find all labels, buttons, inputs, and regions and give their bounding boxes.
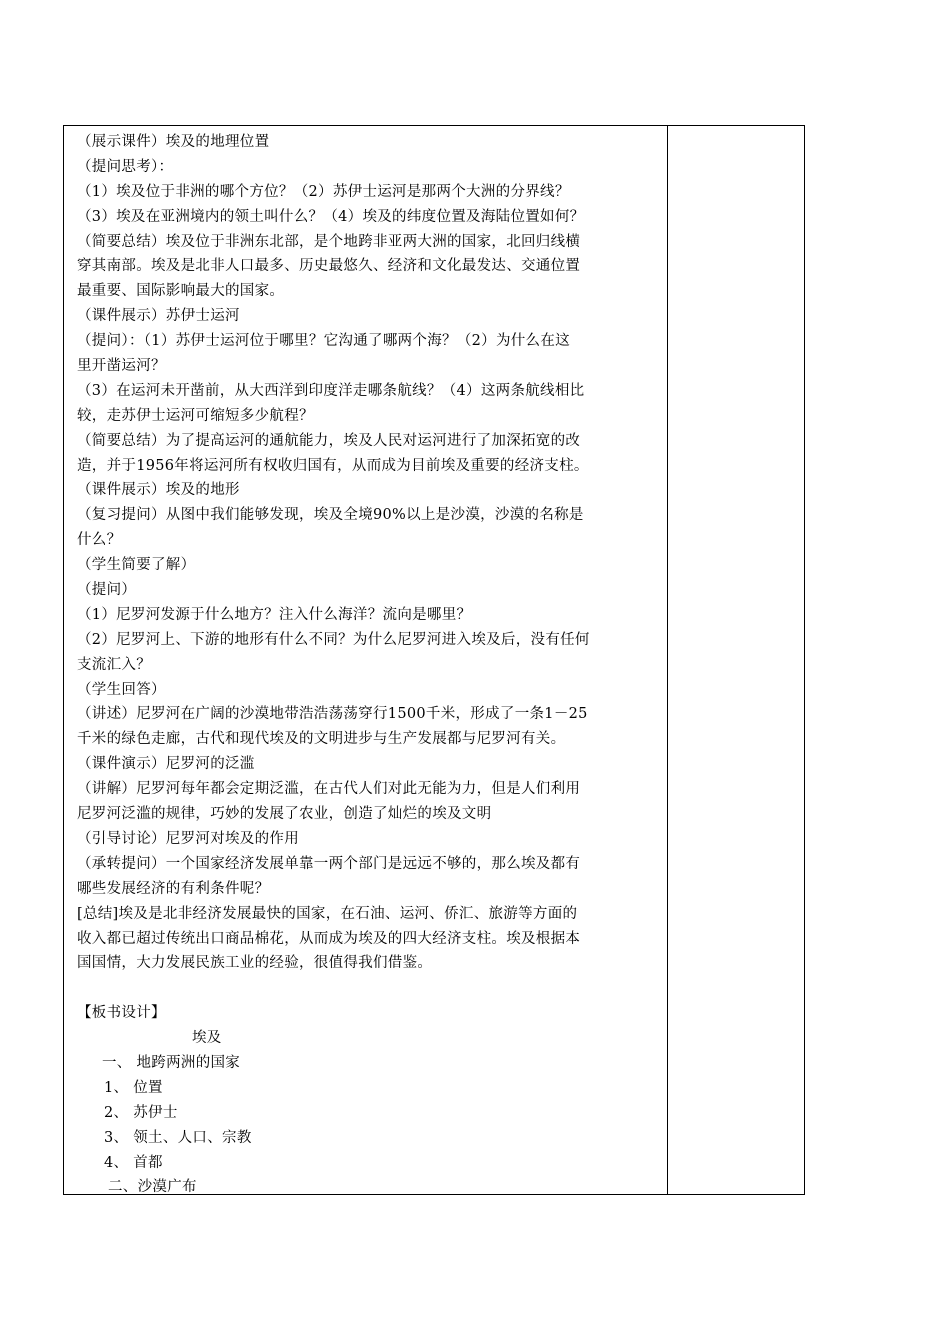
text-line: 造，并于1956年将运河所有权收归国有，从而成为目前埃及重要的经济支柱。: [77, 457, 589, 474]
text-line: （简要总结）为了提高运河的通航能力，埃及人民对运河进行了加深拓宽的改: [77, 432, 581, 449]
column-divider: [667, 126, 668, 1194]
text-line: （承转提问）一个国家经济发展单靠一两个部门是远远不够的，那么埃及都有: [77, 855, 581, 872]
board-item-4: 4、 首都: [104, 1154, 163, 1171]
text-line: （提问思考）：: [77, 158, 174, 175]
text-line: 穿其南部。埃及是北非人口最多、历史最悠久、经济和文化最发达、交通位置: [77, 258, 581, 275]
text-line: （3）在运河未开凿前，从大西洋到印度洋走哪条航线？（4）这两条航线相比: [77, 382, 585, 399]
text-line: 较，走苏伊士运河可缩短多少航程？: [77, 407, 314, 424]
board-section-2: 二、沙漠广布: [108, 1179, 197, 1196]
text-line: 尼罗河泛滥的规律，巧妙的发展了农业，创造了灿烂的埃及文明: [77, 806, 492, 823]
text-line: （学生简要了解）: [77, 557, 196, 574]
board-design-heading: 【板书设计】: [77, 1005, 166, 1022]
text-line: （简要总结）埃及位于非洲东北部，是个地跨非亚两大洲的国家，北回归线横: [77, 233, 581, 250]
text-line: [总结]埃及是北非经济发展最快的国家，在石油、运河、侨汇、旅游等方面的: [77, 905, 578, 922]
text-line: 里开凿运河？: [77, 358, 166, 375]
board-section-1: 一、 地跨两洲的国家: [102, 1054, 241, 1071]
text-line: （引导讨论）尼罗河对埃及的作用: [77, 830, 299, 847]
text-line: （讲解）尼罗河每年都会定期泛滥，在古代人们对此无能为力，但是人们利用: [77, 781, 581, 798]
text-line: （课件演示）尼罗河的泛滥: [77, 756, 255, 773]
text-line: 支流汇入？: [77, 656, 151, 673]
text-line: 千米的绿色走廊，古代和现代埃及的文明进步与生产发展都与尼罗河有关。: [77, 731, 566, 748]
text-line: （讲述）尼罗河在广阔的沙漠地带浩浩荡荡穿行1500千米，形成了一条1－25: [77, 706, 588, 723]
text-line: 什么？: [77, 532, 122, 549]
text-line: 收入都已超过传统出口商品棉花，从而成为埃及的四大经济支柱。埃及根据本: [77, 930, 581, 947]
lesson-content-cell: [77, 130, 662, 1200]
board-item-1: 1、 位置: [104, 1079, 163, 1096]
text-line: （课件展示）埃及的地形: [77, 482, 240, 499]
text-line: 哪些发展经济的有利条件呢？: [77, 880, 270, 897]
board-item-2: 2、 苏伊士: [104, 1104, 178, 1121]
spacer: [77, 976, 662, 1001]
board-item-3: 3、 领土、人口、宗教: [104, 1129, 252, 1146]
text-line: （课件展示）苏伊士运河: [77, 308, 240, 325]
lesson-table: [63, 125, 805, 1195]
text-line: （2）尼罗河上、下游的地形有什么不同？为什么尼罗河进入埃及后，没有任何: [77, 631, 590, 648]
text-line: 最重要、国际影响最大的国家。: [77, 283, 285, 300]
text-line: （提问）：（1）苏伊士运河位于哪里？它沟通了哪两个海？（2）为什么在这: [77, 333, 570, 350]
text-line: （学生回答）: [77, 681, 166, 698]
text-line: （1）埃及位于非洲的哪个方位？（2）苏伊士运河是那两个大洲的分界线？: [77, 183, 570, 200]
text-line: （3）埃及在亚洲境内的领土叫什么？（4）埃及的纬度位置及海陆位置如何？: [77, 208, 585, 225]
text-line: 国国情，大力发展民族工业的经验，很值得我们借鉴。: [77, 955, 433, 972]
board-title: 埃及: [192, 1030, 222, 1047]
text-line: （展示课件）埃及的地理位置: [77, 134, 270, 150]
text-line: （1）尼罗河发源于什么地方？注入什么海洋？流向是哪里？: [77, 606, 472, 623]
text-line: （复习提问）从图中我们能够发现，埃及全境90%以上是沙漠，沙漠的名称是: [77, 507, 584, 524]
text-line: （提问）: [77, 582, 137, 599]
